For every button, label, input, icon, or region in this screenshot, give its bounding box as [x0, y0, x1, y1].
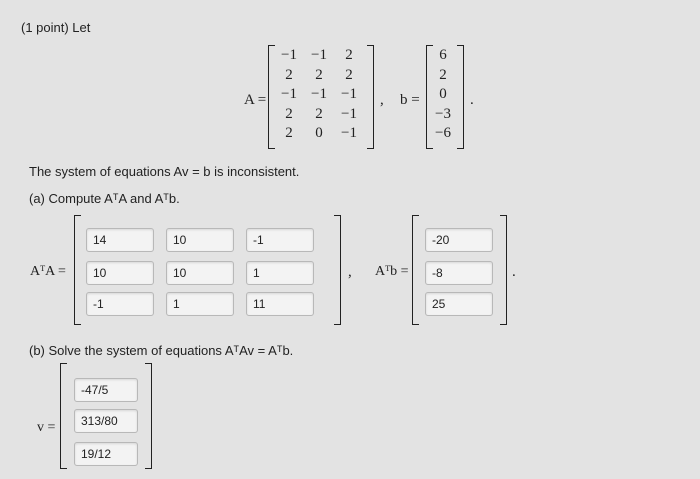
matrix-a-left-bracket — [268, 45, 275, 149]
atb-right-bracket — [500, 215, 507, 325]
vector-b-cell: 6 — [439, 47, 447, 63]
v-left-bracket — [60, 363, 67, 469]
atb-left-bracket — [412, 215, 419, 325]
matrix-a-cell: −1 — [311, 86, 327, 102]
matrix-a-cell: −1 — [281, 47, 297, 63]
matrix-a-cell: −1 — [281, 86, 297, 102]
matrix-a-cell: 2 — [345, 47, 353, 63]
atb-entry-input[interactable]: -8 — [425, 261, 493, 285]
atb-entry-input[interactable]: -20 — [425, 228, 493, 252]
atb-label: Aᵀb = — [375, 264, 409, 279]
ata-entry-input[interactable]: 10 — [166, 228, 234, 252]
matrix-a-cell: 2 — [285, 66, 293, 83]
matrix-a-cell: 2 — [285, 125, 293, 141]
v-entry-input[interactable]: -47/5 — [74, 378, 138, 402]
vector-b-period: . — [470, 92, 474, 108]
atb-period: . — [512, 264, 516, 280]
v-right-bracket — [145, 363, 152, 469]
matrix-a-cell: 0 — [315, 125, 323, 141]
ata-label: AᵀA = — [30, 264, 66, 279]
v-entry-input[interactable]: 313/80 — [74, 409, 138, 433]
vector-b-label: b = — [400, 92, 420, 108]
matrix-a-cell: −1 — [341, 86, 357, 102]
problem-header: (1 point) Let — [21, 20, 91, 35]
matrix-a-cell: 2 — [345, 66, 353, 83]
v-label: v = — [37, 420, 56, 435]
matrix-a-cell: −1 — [341, 125, 357, 141]
ata-entry-input[interactable]: 14 — [86, 228, 154, 252]
part-a-prompt: (a) Compute AᵀA and Aᵀb. — [29, 191, 180, 206]
ata-entry-input[interactable]: 1 — [246, 261, 314, 285]
ata-left-bracket — [74, 215, 81, 325]
ata-right-bracket — [334, 215, 341, 325]
matrix-a-cell: −1 — [341, 105, 357, 122]
ata-entry-input[interactable]: 10 — [166, 261, 234, 285]
ata-entry-input[interactable]: -1 — [86, 292, 154, 316]
vector-b-right-bracket — [457, 45, 464, 149]
atb-entry-input[interactable]: 25 — [425, 292, 493, 316]
vector-b-cell: −6 — [435, 125, 451, 141]
vector-b-cell: −3 — [435, 105, 451, 122]
vector-b-cell: 0 — [439, 86, 447, 102]
matrix-a-cell: 2 — [285, 105, 293, 122]
matrix-a-comma: , — [380, 92, 384, 108]
v-entry-input[interactable]: 19/12 — [74, 442, 138, 466]
matrix-a-cell: −1 — [311, 47, 327, 63]
vector-b-cell: 2 — [439, 66, 447, 83]
ata-entry-input[interactable]: 1 — [166, 292, 234, 316]
ata-entry-input[interactable]: -1 — [246, 228, 314, 252]
ata-entry-input[interactable]: 11 — [246, 292, 314, 316]
matrix-a-right-bracket — [367, 45, 374, 149]
part-b-prompt: (b) Solve the system of equations AᵀAv = Aᵀb. — [29, 343, 294, 358]
inconsistent-statement: The system of equations Av = b is inconsistent. — [29, 164, 300, 179]
matrix-a-cell: 2 — [315, 66, 323, 83]
matrix-a-cell: 2 — [315, 105, 323, 122]
ata-entry-input[interactable]: 10 — [86, 261, 154, 285]
ata-comma: , — [348, 264, 352, 280]
matrix-a-label: A = — [244, 92, 267, 108]
